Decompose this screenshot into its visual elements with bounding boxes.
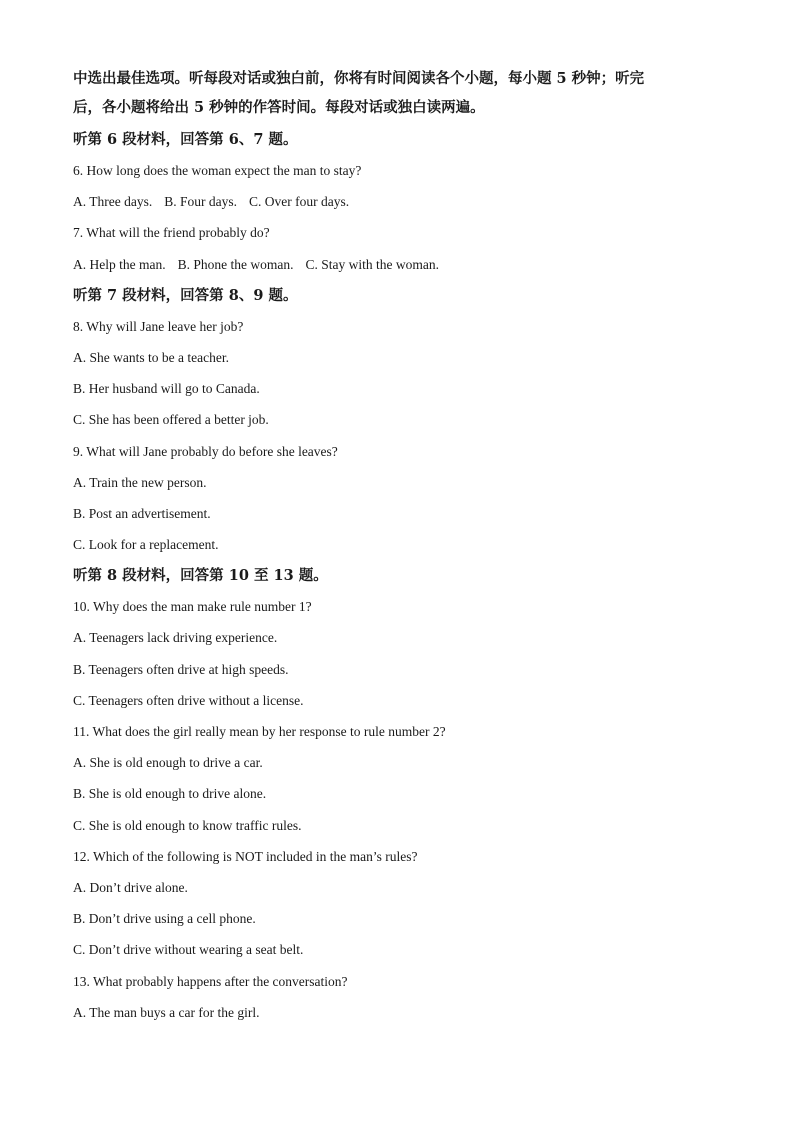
instructions-line-1: 中选出最佳选项。听每段对话或独白前，你将有时间阅读各个小题，每小题 5 秒钟；听完 xyxy=(73,70,645,87)
question-stem: 13. What probably happens after the conversation? xyxy=(73,973,348,989)
section-heading: 听第 6 段材料，回答第 6、7 题。 xyxy=(73,131,298,148)
answer-option: B. Post an advertisement. xyxy=(73,505,211,521)
answer-option: B. Phone the woman. xyxy=(177,256,294,272)
section-heading: 听第 8 段材料，回答第 10 至 13 题。 xyxy=(73,567,328,585)
answer-option: B. Don’t drive using a cell phone. xyxy=(73,911,256,927)
answer-option: C. Look for a replacement. xyxy=(73,537,219,553)
answer-option: A. Help the man. xyxy=(73,256,166,272)
answer-option: B. Four days. xyxy=(164,194,237,210)
instructions-line-2: 后，各小题将给出 5 秒钟的作答时间。每段对话或独白读两遍。 xyxy=(73,99,485,116)
options-row xyxy=(73,249,733,280)
question-stem: 9. What will Jane probably do before she leaves? xyxy=(73,443,338,459)
answer-option: A. She wants to be a teacher. xyxy=(73,349,229,365)
answer-option: C. She has been offered a better job. xyxy=(73,412,269,428)
section-heading: 听第 7 段材料，回答第 8、9 题。 xyxy=(73,286,298,304)
question-stem: 6. How long does the woman expect the man to stay? xyxy=(73,163,362,178)
question-stem: 12. Which of the following is NOT included in the man’s rules? xyxy=(73,848,418,864)
answer-option: A. Three days. xyxy=(73,194,153,210)
question-stem: 11. What does the girl really mean by her response to rule number 2? xyxy=(73,724,446,739)
answer-option: B. Her husband will go to Canada. xyxy=(73,381,260,397)
answer-option: C. Teenagers often drive without a license. xyxy=(73,692,304,708)
answer-option: A. She is old enough to drive a car. xyxy=(73,755,263,771)
answer-option: A. The man buys a car for the girl. xyxy=(73,1004,260,1020)
answer-option: A. Don’t drive alone. xyxy=(73,879,188,895)
listening-sections xyxy=(73,124,733,1028)
question-stem: 10. Why does the man make rule number 1? xyxy=(73,599,312,615)
options-row xyxy=(73,186,733,217)
answer-option: B. Teenagers often drive at high speeds. xyxy=(73,661,289,677)
answer-option: A. Teenagers lack driving experience. xyxy=(73,630,278,646)
answer-option: C. She is old enough to know traffic rules. xyxy=(73,817,302,833)
question-stem: 7. What will the friend probably do? xyxy=(73,225,270,241)
answer-option: B. She is old enough to drive alone. xyxy=(73,786,267,802)
instructions xyxy=(73,64,733,122)
answer-option: C. Over four days. xyxy=(249,194,350,210)
exam-page xyxy=(73,64,733,1028)
answer-option: C. Stay with the woman. xyxy=(305,256,439,272)
answer-option: A. Train the new person. xyxy=(73,474,207,490)
question-stem: 8. Why will Jane leave her job? xyxy=(73,318,244,334)
answer-option: C. Don’t drive without wearing a seat belt. xyxy=(73,942,304,958)
